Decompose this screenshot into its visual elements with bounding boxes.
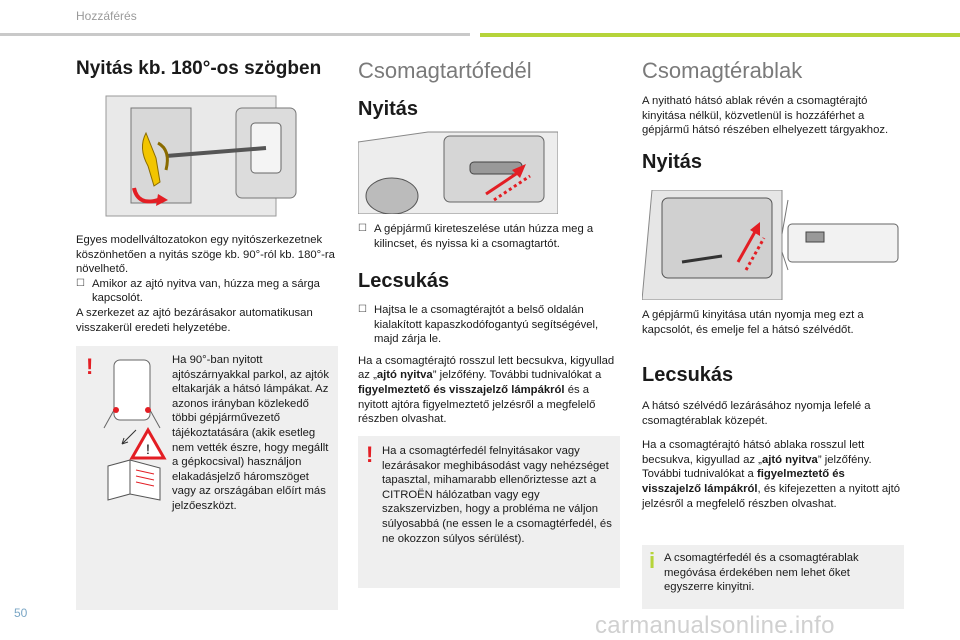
warning-parking-text: Ha 90°-ban nyitott ajtószárnyakkal parkol, az ajtók eltakarják a hátsó lámpákat. Az azonos irányban közlekedő többi gépjárművezető tájékoztatására (akik esetleg nem vették észre, hogy megállt a gépkocsival) használjon elakadásjelző háromszöget vagy az országában előírt más jelzőeszközt. (172, 354, 329, 512)
heading-rear-window: Csomagtérablak (642, 58, 803, 83)
heading-close-window: Lecsukás (642, 364, 734, 386)
checkbox-bullet-icon: ☐ (358, 223, 367, 234)
col3-close-text: A hátsó szélvédő lezárásához nyomja lefelé a csomagtérablak közepét. (642, 400, 871, 427)
col1-bullet-text: Amikor az ajtó nyitva van, húzza meg a sárga kapcsolót. (92, 277, 320, 305)
col3-open-text: A gépjármű kinyitása után nyomja meg ezt a kapcsolót, és emelje fel a hátsó szélvédőt. (642, 309, 864, 336)
col2-open-text (358, 222, 620, 251)
col2-close-bullet-text: Hajtsa le a csomagtérajtót a belső oldalán kialakított kapaszkodófogantyú segítségével, majd zárja le. (374, 304, 599, 346)
header-rule (0, 33, 470, 36)
warning-exclamation-icon: ! (86, 354, 94, 379)
col1-text-block (76, 233, 338, 335)
col2-open-bullet (358, 222, 620, 251)
heading-open-window: Nyitás (642, 150, 703, 173)
rear-window-illustration (642, 190, 902, 300)
col2-close-section (358, 270, 620, 427)
column-door-180 (76, 58, 338, 80)
col1-bullet (76, 277, 338, 306)
checkbox-bullet-icon: ☐ (76, 277, 85, 289)
parking-warning-illustration (100, 356, 168, 506)
checkbox-bullet-icon: ☐ (358, 304, 367, 315)
svg-text:!: ! (146, 441, 150, 457)
door-mechanism-illustration (76, 88, 328, 224)
info-i-icon: i (649, 548, 656, 573)
warning-text-tailgate (382, 444, 614, 546)
col3-intro: A nyitható hátsó ablak révén a csomagtérajtó kinyitása nélkül, közvetlenül is hozzáférhet a gépjármű hátsó részében elhelyezett tárgyakhoz. (642, 95, 889, 137)
heading-close-tailgate: Lecsukás (358, 270, 450, 292)
warning-text-parking (172, 353, 332, 514)
warning-exclamation-icon: ! (366, 442, 374, 467)
heading-open-tailgate: Nyitás (358, 98, 419, 120)
tailgate-open-illustration (358, 122, 558, 214)
column-rear-window (642, 58, 904, 174)
watermark: carmanualsonline.info (595, 612, 835, 639)
heading-open-180: Nyitás kb. 180°-os szögben (76, 58, 322, 79)
col3-close-paragraph: Ha a csomagtérajtó hátsó ablaka rosszul lett becsukva, kigyullad az „ajtó nyitva” jelzőfény. További tudnivalókat a figyelmeztető és visszajelző lámpákról, és kifejezetten a nyitott ajtó jelzésről a megfelelő részben olvashat. (642, 439, 901, 510)
col2-close-paragraph: Ha a csomagtérajtó rosszul lett becsukva, kigyullad az „ajtó nyitva” jelzőfény. További tudnivalókat a figyelmeztető és visszajelző lámpákról és a nyitott ajtóra figyelmeztető jelzésről a megfelelő részben olvashat. (358, 354, 615, 426)
col3-close-section (642, 364, 904, 511)
heading-tailgate: Csomagtartófedél (358, 58, 532, 83)
col2-open-bullet-text: A gépjármű kireteszelése után húzza meg a kilincset, és nyissa ki a csomagtartót. (374, 223, 594, 250)
column-tailgate (358, 58, 620, 121)
info-text-window-box (664, 551, 896, 595)
info-window-text: A csomagtérfedél és a csomagtérablak megóvása érdekében nem lehet őket egyszerre kinyitni. (664, 552, 859, 594)
col1-intro: Egyes modellváltozatokon egy nyitószerkezetnek köszönhetően a nyitás szöge kb. 90°-ról kb. 180°-ra növelhető. (76, 234, 335, 276)
col2-close-bullet (358, 303, 620, 347)
page-number: 50 (14, 606, 28, 620)
warning-tailgate-text: Ha a csomagtérfedél felnyitásakor vagy lezárásakor meghibásodást vagy nehézséget tapasztal, mihamarabb ellenőriztesse azt a CITROËN hálózatban vagy egy szakszervizben, hogy a probléma ne váljon súlyosabbá (ne essen le a csomagtérfedél, és ne okozzon súlyos sérülést). (382, 445, 612, 545)
col3-open-text-block (642, 308, 904, 337)
section-title: Hozzáférés (76, 9, 137, 23)
col1-outro: A szerkezet az ajtó bezárásakor automatikusan visszakerül eredeti helyzetébe. (76, 306, 313, 334)
header-accent-rule (480, 33, 960, 37)
